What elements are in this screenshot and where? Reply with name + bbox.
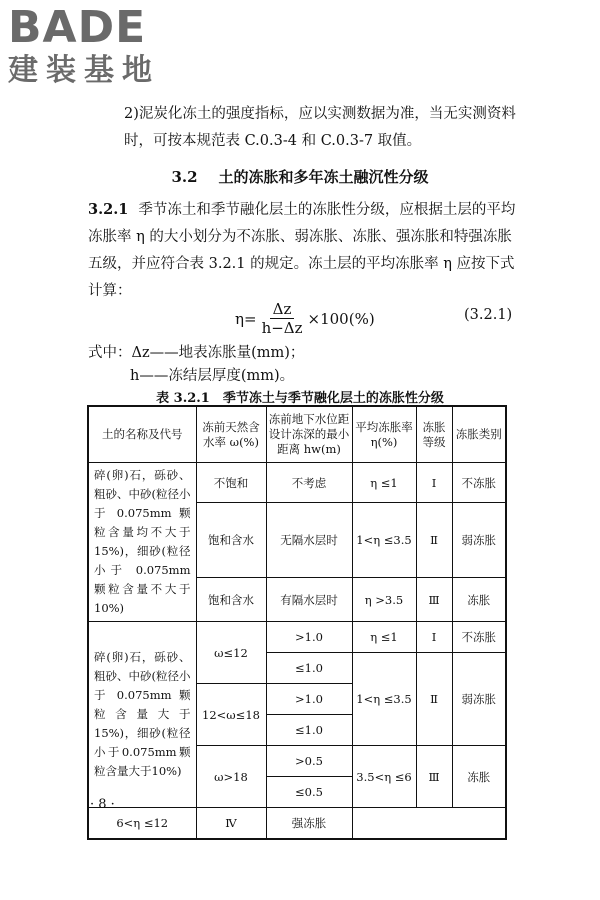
header-grade: 冻胀等级: [416, 406, 452, 463]
water-cell: ω>18: [196, 746, 266, 808]
formula-number: (3.2.1): [464, 307, 513, 323]
type-cell: 冻胀: [452, 746, 506, 808]
water-cell: 饱和含水: [196, 503, 266, 578]
soil-cell: 碎(卵)石，砾砂、粗砂、中砂(粒径小于 0.075mm 颗粒含量大于15%)，细砂(粒径小于0.075mm颗粒含量大于10%): [88, 622, 196, 808]
grade-cell: Ⅲ: [416, 578, 452, 622]
header-soil: 土的名称及代号: [88, 406, 196, 463]
rate-cell: η ≤1: [352, 622, 416, 653]
grade-cell: Ⅲ: [416, 746, 452, 808]
depth-cell: ≤0.5: [266, 777, 352, 808]
type-cell: 弱冻胀: [452, 503, 506, 578]
logo: [8, 4, 188, 100]
depth-cell: 有隔水层时: [266, 578, 352, 622]
type-cell: 不冻胀: [452, 622, 506, 653]
formula-denominator: h−Δz: [261, 319, 303, 337]
type-cell: 冻胀: [452, 578, 506, 622]
grade-cell: Ⅱ: [416, 653, 452, 746]
depth-cell: 无隔水层时: [266, 503, 352, 578]
header-groundwater-depth: 冻前地下水位距设计冻深的最小距离 hw(m): [266, 406, 352, 463]
grade-cell: Ⅱ: [416, 503, 452, 578]
depth-cell: >1.0: [266, 622, 352, 653]
grade-cell: Ⅳ: [196, 808, 266, 840]
header-water-content: 冻前天然含水率 ω(%): [196, 406, 266, 463]
depth-cell: >1.0: [266, 684, 352, 715]
section-number: 3.2: [171, 168, 198, 186]
type-cell: 强冻胀: [266, 808, 352, 840]
grade-cell: Ⅰ: [416, 622, 452, 653]
note-2: 2)泥炭化冻土的强度指标，应以实测数据为准，当无实测资料时，可按本规范表 C.0.3-4 和 C.0.3-7 取值。: [124, 106, 516, 149]
formula-rhs: ×100(%): [307, 309, 375, 328]
rate-cell: 1<η ≤3.5: [352, 653, 416, 746]
header-type: 冻胀类别: [452, 406, 506, 463]
water-cell: 不饱和: [196, 463, 266, 503]
type-cell: 弱冻胀: [452, 653, 506, 746]
clause-3-2-1: [88, 196, 518, 305]
water-cell: 12<ω≤18: [196, 684, 266, 746]
table-row: [88, 622, 506, 653]
section-heading: [0, 164, 600, 191]
where-line-1: 式中：Δz——地表冻胀量(mm)；: [88, 345, 305, 361]
formula-fraction: [259, 300, 306, 337]
clause-text: 季节冻土和季节融化层土的冻胀性分级，应根据土层的平均冻胀率 η 的大小划分为不冻胀、弱冻胀、冻胀、强冻胀和特强冻胀五级，并应符合表 3.2.1 的规定。冻土层的平均冻胀率 η 应按下式计算：: [88, 202, 516, 299]
depth-cell: ≤1.0: [266, 715, 352, 746]
rate-cell: 3.5<η ≤6: [352, 746, 416, 808]
section-title: 土的冻胀和多年冻土融沉性分级: [218, 168, 429, 186]
water-cell: 饱和含水: [196, 578, 266, 622]
depth-cell: 不考虑: [266, 463, 352, 503]
logo-sub-text: 建装基地: [8, 53, 160, 88]
frost-heave-table: [87, 405, 507, 840]
rate-cell: η ≤1: [352, 463, 416, 503]
soil-cell: 碎(卵)石，砾砂、粗砂、中砂(粒径小于 0.075mm 颗粒含量均不大于15%)，细砂(粒径小于 0.075mm 颗粒含量不大于10%): [88, 463, 196, 622]
page-number: · 8 ·: [90, 797, 115, 812]
water-cell: ω≤12: [196, 622, 266, 684]
formula-lhs: η=: [235, 309, 257, 328]
where-line-2: h——冻结层厚度(mm)。: [130, 368, 295, 384]
formula: [235, 300, 375, 337]
rate-cell: 1<η ≤3.5: [352, 503, 416, 578]
rate-cell: 6<η ≤12: [88, 808, 196, 840]
table-header-row: [88, 406, 506, 463]
header-heave-rate: 平均冻胀率 η(%): [352, 406, 416, 463]
type-cell: 不冻胀: [452, 463, 506, 503]
grade-cell: Ⅰ: [416, 463, 452, 503]
table-row: [88, 463, 506, 503]
table-row: [88, 808, 506, 840]
clause-number: 3.2.1: [88, 201, 129, 218]
formula-numerator: Δz: [270, 300, 295, 319]
depth-cell: ≤1.0: [266, 653, 352, 684]
rate-cell: η >3.5: [352, 578, 416, 622]
depth-cell: >0.5: [266, 746, 352, 777]
logo-main-text: BADE: [8, 2, 147, 53]
table-caption: 表 3.2.1 季节冻土与季节融化层土的冻胀性分级: [156, 391, 444, 406]
